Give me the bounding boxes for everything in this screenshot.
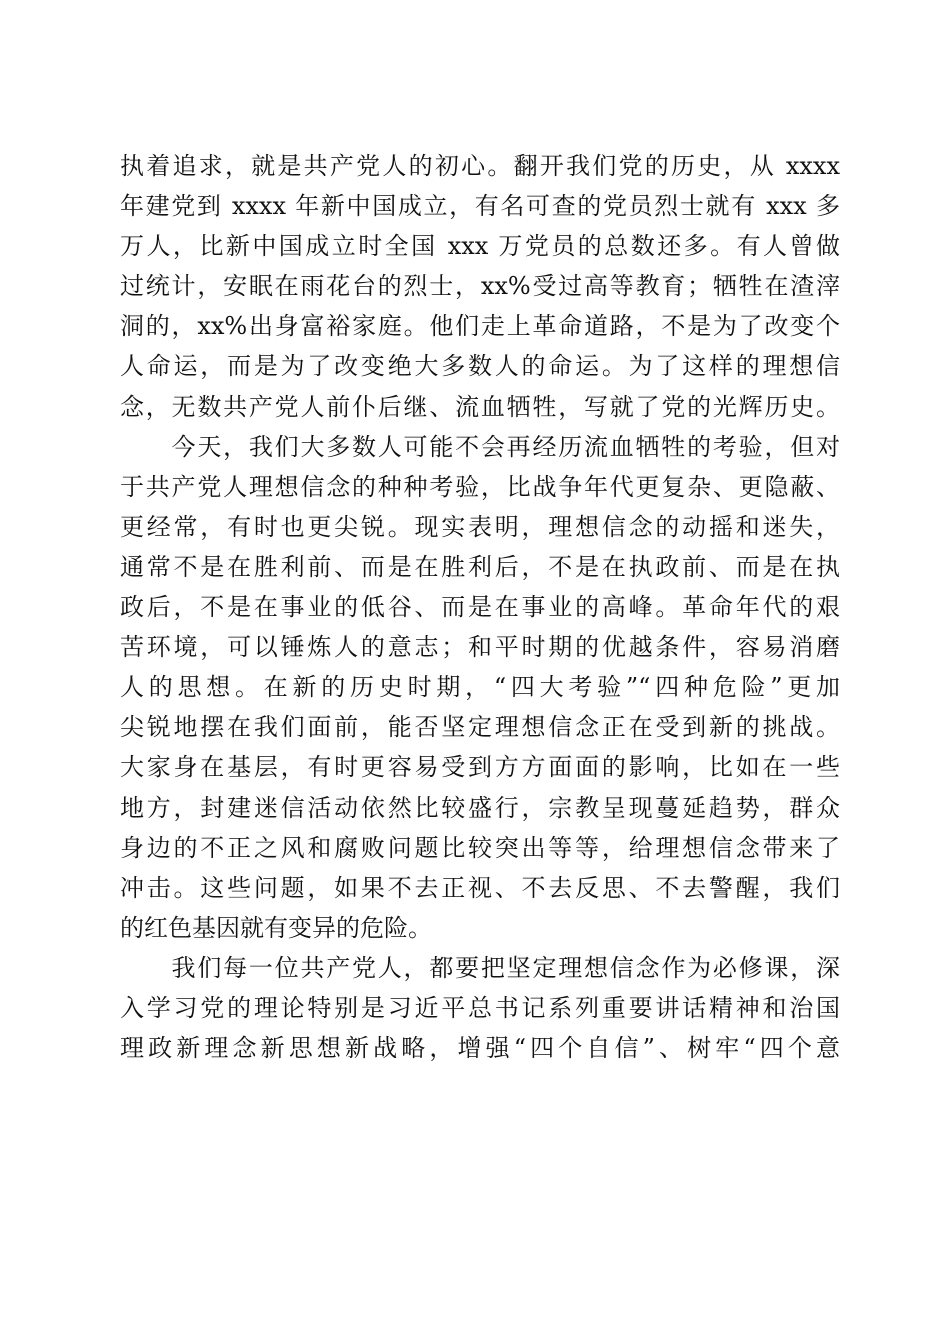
body-text xyxy=(120,146,840,1068)
text-line: 执着追求，就是共产党人的初心。翻开我们党的历史，从 xxxx xyxy=(120,152,840,180)
text-line: 身边的不正之风和腐败问题比较突出等等，给理想信念带来了 xyxy=(120,833,840,862)
text-line: 地方，封建迷信活动依然比较盛行，宗教呈现蔓延趋势，群众 xyxy=(120,793,840,822)
text-line: 我们每一位共产党人，都要把坚定理想信念作为必修课，深 xyxy=(120,953,840,982)
text-line: 过统计，安眠在雨花台的烈士，xx%受过高等教育；牺牲在渣滓 xyxy=(120,272,840,301)
text-line: 入学习党的理论特别是习近平总书记系列重要讲话精神和治国 xyxy=(120,993,840,1022)
text-line: 的红色基因就有变异的危险。 xyxy=(120,913,432,942)
text-line: 冲击。这些问题，如果不去正视、不去反思、不去警醒，我们 xyxy=(120,873,840,902)
text-line: 于共产党人理想信念的种种考验，比战争年代更复杂、更隐蔽、 xyxy=(120,472,840,501)
text-line: 大家身在基层，有时更容易受到方方面面的影响，比如在一些 xyxy=(120,753,840,782)
text-line: 理政新理念新思想新战略，增强“四个自信”、树牢“四个意 xyxy=(120,1034,840,1063)
text-line: 念，无数共产党人前仆后继、流血牺牲，写就了党的光辉历史。 xyxy=(120,392,840,421)
text-line: 政后，不是在事业的低谷、而是在事业的高峰。革命年代的艰 xyxy=(120,593,840,622)
text-line: 尖锐地摆在我们面前，能否坚定理想信念正在受到新的挑战。 xyxy=(120,713,840,742)
text-line: 万人，比新中国成立时全国 xxx 万党员的总数还多。有人曾做 xyxy=(120,232,840,261)
text-line: 通常不是在胜利前、而是在胜利后，不是在执政前、而是在执 xyxy=(120,552,840,581)
text-line: 年建党到 xxxx 年新中国成立，有名可查的党员烈士就有 xxx 多 xyxy=(120,192,840,221)
text-line: 人命运，而是为了改变绝大多数人的命运。为了这样的理想信 xyxy=(120,352,840,381)
text-line: 今天，我们大多数人可能不会再经历流血牺牲的考验，但对 xyxy=(120,432,840,461)
text-line: 洞的，xx%出身富裕家庭。他们走上革命道路，不是为了改变个 xyxy=(120,312,840,341)
text-line: 人的思想。在新的历史时期，“四大考验”“四种危险”更加 xyxy=(120,673,840,702)
text-line: 更经常，有时也更尖锐。现实表明，理想信念的动摇和迷失， xyxy=(120,512,840,541)
text-line: 苦环境，可以锤炼人的意志；和平时期的优越条件，容易消磨 xyxy=(120,633,840,662)
